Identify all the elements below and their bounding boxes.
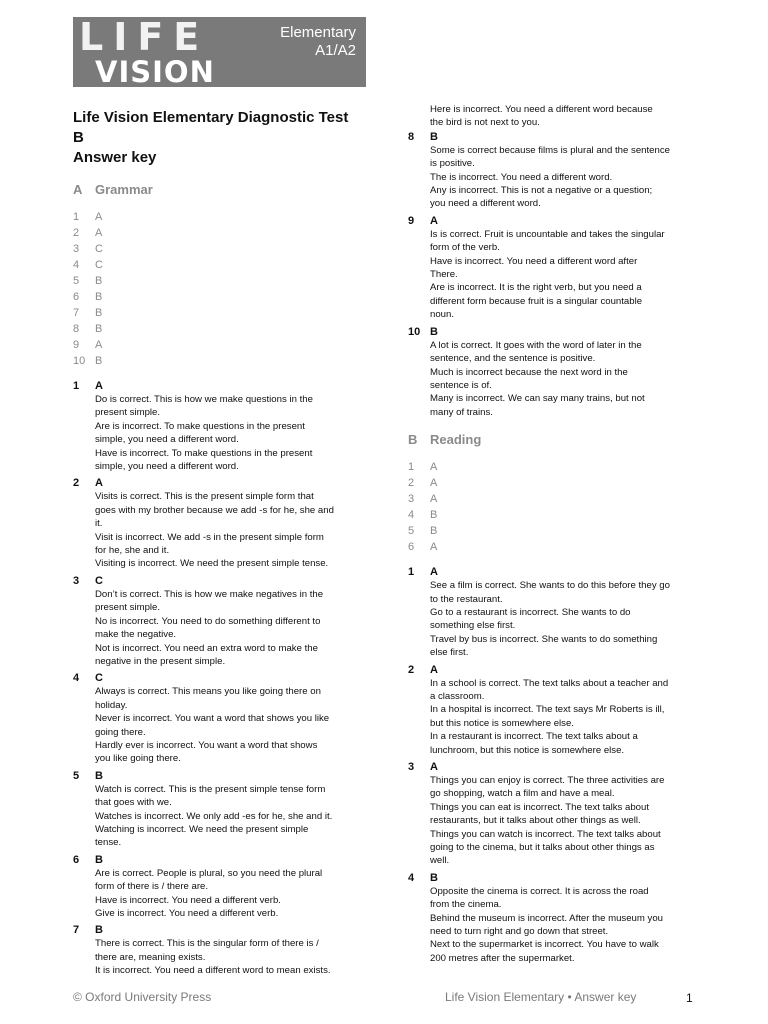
answer-letter: A bbox=[95, 339, 103, 351]
document-title bbox=[73, 108, 373, 168]
question-number: 2 bbox=[73, 227, 80, 239]
answer-letter: A bbox=[430, 493, 438, 506]
explanation-line: Any is incorrect. This is not a negative or a question; bbox=[430, 185, 653, 197]
explanation-heading bbox=[408, 214, 708, 228]
explanation-line: Things you can eat is incorrect. The text talks about bbox=[430, 801, 649, 813]
question-number: 6 bbox=[408, 541, 415, 554]
left-column bbox=[73, 108, 373, 981]
question-number: 5 bbox=[73, 275, 80, 287]
question-number: 1 bbox=[73, 380, 80, 392]
level-line1: Elementary bbox=[280, 24, 356, 41]
question-number: 3 bbox=[408, 761, 415, 773]
explanation-heading bbox=[73, 574, 373, 588]
key-row bbox=[408, 507, 708, 523]
explanation-line: you need a different word. bbox=[430, 198, 541, 210]
explanation-heading bbox=[408, 565, 708, 579]
explanation-line: a classroom. bbox=[430, 690, 485, 702]
explanation-line: well. bbox=[430, 855, 450, 867]
explanation-heading bbox=[408, 663, 708, 677]
title-line2: B bbox=[73, 129, 84, 146]
explanation-line: tense. bbox=[95, 837, 122, 849]
answer-letter: B bbox=[430, 525, 438, 538]
answer-letter: C bbox=[95, 243, 103, 255]
explanation-line: make the negative. bbox=[95, 629, 177, 641]
explanation-heading bbox=[408, 760, 708, 774]
explanation-line: Go to a restaurant is incorrect. She wants to do bbox=[430, 606, 631, 618]
section-name: Grammar bbox=[95, 182, 153, 197]
answer-letter: A bbox=[430, 566, 438, 579]
explanation-line: many of trains. bbox=[430, 406, 493, 418]
explanation-text bbox=[430, 579, 708, 659]
explanation-line: holiday. bbox=[95, 699, 128, 711]
question-number: 1 bbox=[408, 566, 415, 579]
key-row bbox=[408, 491, 708, 507]
question-number: 4 bbox=[408, 871, 415, 884]
explanation-text bbox=[430, 144, 708, 211]
explanation-heading bbox=[73, 476, 373, 490]
explanation-line: Have is incorrect. To make questions in the present bbox=[95, 447, 313, 459]
question-number: 5 bbox=[408, 525, 415, 538]
question-number: 10 bbox=[73, 355, 86, 367]
explanation-item bbox=[408, 760, 708, 868]
explanation-line: different form because fruit is a singular countable bbox=[430, 295, 643, 307]
explanation-line: negative in the present simple. bbox=[95, 655, 226, 667]
explanation-line: Watching is incorrect. We need the present simple bbox=[95, 823, 309, 835]
explanation-item bbox=[73, 853, 373, 921]
explanation-line: Do is correct. This is how we make questions in the bbox=[95, 394, 313, 405]
question-number: 2 bbox=[408, 477, 415, 490]
question-number: 9 bbox=[73, 339, 80, 351]
explanation-line: Hardly ever is incorrect. You want a word that shows bbox=[95, 739, 318, 751]
explanation-line: go shopping, watch a film and have a meal. bbox=[430, 788, 615, 800]
explanation-line: Never is incorrect. You want a word that shows you like bbox=[95, 713, 330, 725]
explanation-line: There. bbox=[430, 269, 458, 281]
explanation-line: from the cinema. bbox=[430, 899, 502, 911]
explanation-line: something else first. bbox=[430, 620, 516, 632]
explanation-item bbox=[408, 871, 708, 965]
question-number: 4 bbox=[73, 672, 80, 685]
explanation-line: 200 metres after the supermarket. bbox=[430, 952, 575, 964]
section-letter: A bbox=[73, 182, 83, 197]
key-row bbox=[73, 321, 373, 337]
explanation-line: that goes with we. bbox=[95, 797, 172, 809]
explanation-line: going to the cinema, but it talks about other things as bbox=[430, 842, 655, 854]
question-number: 6 bbox=[73, 853, 80, 866]
explanation-item bbox=[73, 923, 373, 977]
key-row bbox=[73, 225, 373, 241]
question-number: 3 bbox=[73, 243, 80, 255]
explanation-line: present simple. bbox=[95, 602, 161, 614]
title-line1: Life Vision Elementary Diagnostic Test bbox=[73, 109, 349, 126]
explanation-heading bbox=[408, 871, 708, 885]
key-row bbox=[73, 241, 373, 257]
explanation-text bbox=[95, 937, 373, 977]
explanation-item bbox=[73, 574, 373, 668]
answer-letter: C bbox=[95, 672, 103, 685]
level-label bbox=[280, 24, 356, 60]
grammar-answer-key bbox=[73, 209, 373, 369]
logo-banner bbox=[73, 17, 366, 87]
question-number: 8 bbox=[408, 130, 415, 143]
explanation-text bbox=[430, 339, 708, 419]
explanation-line: you like going there. bbox=[95, 753, 181, 765]
explanation-line: Behind the museum is incorrect. After the museum you bbox=[430, 912, 664, 924]
explanation-item bbox=[73, 379, 373, 473]
explanation-line: In a restaurant is incorrect. The text talks about a bbox=[430, 731, 638, 743]
section-heading-reading bbox=[408, 432, 708, 447]
question-number: 2 bbox=[408, 663, 415, 676]
question-number: 3 bbox=[73, 574, 80, 587]
explanation-line: for he, she and it. bbox=[95, 545, 170, 557]
footer-publisher: © Oxford University Press bbox=[73, 990, 212, 1004]
answer-letter: B bbox=[95, 769, 103, 782]
explanation-item bbox=[408, 663, 708, 757]
explanation-line: Travel by bus is incorrect. She wants to do something bbox=[430, 633, 658, 645]
answer-letter: B bbox=[430, 130, 438, 143]
explanation-line: lunchroom, but this notice is somewhere else. bbox=[430, 744, 625, 756]
explanation-line: sentence is of. bbox=[430, 379, 492, 391]
explanation-line: Watches is incorrect. We only add -es for he, she and it. bbox=[95, 810, 333, 822]
explanation-item bbox=[408, 214, 708, 322]
explanation-text bbox=[95, 685, 373, 765]
explanation-text bbox=[95, 588, 373, 668]
answer-letter: A bbox=[430, 761, 438, 773]
explanation-line: Are is incorrect. It is the right verb, but you need a bbox=[430, 282, 642, 294]
answer-letter: C bbox=[95, 574, 103, 587]
explanation-line: See a film is correct. She wants to do this before they go bbox=[430, 580, 670, 592]
explanation-line: it. bbox=[95, 518, 103, 530]
explanation-line: Always is correct. This means you like going there on bbox=[95, 686, 321, 698]
answer-letter: B bbox=[430, 325, 438, 338]
explanation-item bbox=[408, 325, 708, 419]
key-row bbox=[73, 273, 373, 289]
explanation-line: There is correct. This is the singular form of there is / bbox=[95, 938, 319, 950]
answer-letter: A bbox=[430, 541, 438, 554]
answer-letter: B bbox=[95, 924, 103, 937]
explanation-line: Don’t is correct. This is how we make negatives in the bbox=[95, 588, 324, 600]
explanation-line: A lot is correct. It goes with the word of later in the bbox=[430, 339, 642, 351]
question-number: 5 bbox=[73, 769, 80, 782]
answer-letter: B bbox=[95, 853, 103, 866]
explanation-line: In a school is correct. The text talks about a teacher and bbox=[430, 677, 669, 689]
logo-life: LIFE bbox=[79, 15, 210, 59]
explanation-item bbox=[408, 565, 708, 659]
answer-letter: B bbox=[95, 355, 103, 367]
question-number: 9 bbox=[408, 214, 415, 227]
explanation-line: Some is correct because films is plural and the sentence bbox=[430, 144, 670, 156]
explanation-line: the bird is not next to you. bbox=[430, 117, 540, 129]
key-row bbox=[408, 523, 708, 539]
key-row bbox=[73, 305, 373, 321]
key-row bbox=[73, 353, 373, 369]
explanation-text bbox=[430, 885, 708, 965]
explanation-line: there are, meaning exists. bbox=[95, 951, 206, 963]
explanation-line: but this notice is somewhere else. bbox=[430, 717, 574, 729]
explanation-item bbox=[73, 769, 373, 850]
explanation-line: sentence, and the sentence is positive. bbox=[430, 353, 596, 365]
reading-answer-key bbox=[408, 459, 708, 555]
explanation-item bbox=[73, 476, 373, 570]
reading-explanations bbox=[408, 565, 708, 965]
question-number: 4 bbox=[73, 259, 80, 271]
explanation-line: going there. bbox=[95, 726, 146, 738]
explanation-text bbox=[95, 393, 373, 473]
explanation-heading bbox=[408, 325, 708, 339]
explanation-text bbox=[430, 774, 708, 868]
level-line2: A1/A2 bbox=[315, 42, 356, 59]
question-number: 7 bbox=[73, 924, 80, 937]
question-number: 2 bbox=[73, 477, 80, 490]
explanation-line: Watch is correct. This is the present simple tense form bbox=[95, 783, 326, 795]
explanation-heading bbox=[73, 853, 373, 867]
explanation-line: No is incorrect. You need to do something different to bbox=[95, 615, 321, 627]
answer-letter: C bbox=[95, 259, 103, 271]
explanation-item bbox=[73, 671, 373, 765]
explanation-line: to the restaurant. bbox=[430, 593, 503, 605]
key-row bbox=[73, 209, 373, 225]
explanation-line: Have is incorrect. You need a different verb. bbox=[95, 894, 281, 906]
answer-letter: A bbox=[430, 461, 438, 474]
key-row bbox=[408, 539, 708, 555]
question-number: 1 bbox=[408, 461, 415, 474]
question-number: 6 bbox=[73, 291, 80, 303]
answer-letter: A bbox=[95, 211, 103, 223]
explanation-line: Visit is incorrect. We add -s in the present simple form bbox=[95, 531, 324, 543]
explanation-line: Many is incorrect. We can say many trains, but not bbox=[430, 393, 645, 405]
explanation-line: need to turn right and go down that street. bbox=[430, 926, 609, 938]
explanation-line: Visits is correct. This is the present simple form that bbox=[95, 491, 314, 503]
explanation-line: Give is incorrect. You need a different verb. bbox=[95, 908, 279, 919]
footer-document-name: Life Vision Elementary • Answer key bbox=[445, 990, 637, 1004]
explanation-line: simple, you need a different word. bbox=[95, 461, 239, 473]
answer-letter: B bbox=[430, 871, 438, 884]
explanation-heading bbox=[73, 769, 373, 783]
answer-letter: A bbox=[95, 227, 103, 239]
explanation-line: Not is incorrect. You need an extra word to make the bbox=[95, 642, 318, 654]
explanation-line: Have is incorrect. You need a different word after bbox=[430, 255, 638, 267]
explanation-line: Is is correct. Fruit is uncountable and takes the singular bbox=[430, 228, 665, 240]
explanation-line: It is incorrect. You need a different word to mean exists. bbox=[95, 965, 331, 977]
question-number: 10 bbox=[408, 325, 421, 338]
section-name: Reading bbox=[430, 432, 482, 448]
answer-letter: B bbox=[95, 323, 103, 335]
explanation-item bbox=[408, 130, 708, 211]
explanation-line: Visiting is incorrect. We need the present simple tense. bbox=[95, 558, 329, 570]
explanation-line: Things you can watch is incorrect. The text talks about bbox=[430, 828, 661, 840]
grammar-continuation bbox=[430, 103, 708, 130]
answer-letter: B bbox=[430, 509, 438, 522]
explanation-line: is positive. bbox=[430, 158, 475, 170]
question-number: 1 bbox=[73, 211, 80, 223]
question-number: 4 bbox=[408, 509, 415, 522]
explanation-heading bbox=[73, 671, 373, 685]
grammar-explanations-continued bbox=[408, 130, 708, 419]
answer-letter: A bbox=[430, 663, 438, 676]
key-row bbox=[73, 257, 373, 273]
key-row bbox=[73, 337, 373, 353]
explanation-heading bbox=[73, 379, 373, 393]
question-number: 3 bbox=[408, 493, 415, 506]
explanation-text bbox=[430, 228, 708, 322]
key-row bbox=[408, 475, 708, 491]
section-letter: B bbox=[408, 432, 418, 448]
key-row bbox=[73, 289, 373, 305]
explanation-line: else first. bbox=[430, 647, 469, 659]
explanation-heading bbox=[408, 130, 708, 144]
explanation-line: present simple. bbox=[95, 407, 161, 419]
explanation-line: Things you can enjoy is correct. The three activities are bbox=[430, 775, 665, 786]
explanation-text bbox=[430, 677, 708, 757]
explanation-line: Much is incorrect because the next word in the bbox=[430, 366, 628, 378]
explanation-line: simple, you need a different word. bbox=[95, 434, 239, 446]
grammar-explanations bbox=[73, 379, 373, 978]
explanation-text bbox=[95, 490, 373, 570]
explanation-line: noun. bbox=[430, 309, 455, 321]
answer-letter: B bbox=[95, 291, 103, 303]
explanation-line: Here is incorrect. You need a different word because bbox=[430, 104, 653, 115]
answer-letter: B bbox=[95, 275, 103, 287]
right-column bbox=[408, 103, 708, 968]
explanation-line: form of there is / there are. bbox=[95, 881, 209, 893]
explanation-text bbox=[95, 867, 373, 921]
title-line3: Answer key bbox=[73, 149, 157, 166]
explanation-line: restaurants, but it talks about other things as well. bbox=[430, 815, 641, 827]
explanation-line: Opposite the cinema is correct. It is across the road bbox=[430, 885, 649, 897]
explanation-text bbox=[95, 783, 373, 850]
question-number: 8 bbox=[73, 323, 80, 335]
answer-letter: B bbox=[95, 307, 103, 319]
explanation-line: The is incorrect. You need a different word. bbox=[430, 171, 613, 183]
key-row bbox=[408, 459, 708, 475]
explanation-heading bbox=[73, 923, 373, 937]
answer-letter: A bbox=[430, 214, 438, 227]
answer-letter: A bbox=[95, 477, 103, 490]
page-number: 1 bbox=[686, 991, 693, 1005]
explanation-line: Are is incorrect. To make questions in the present bbox=[95, 420, 305, 432]
explanation-line: Next to the supermarket is incorrect. You have to walk bbox=[430, 939, 659, 951]
explanation-line: form of the verb. bbox=[430, 242, 500, 254]
logo-vision: VISION bbox=[95, 55, 215, 89]
explanation-line: Are is correct. People is plural, so you need the plural bbox=[95, 867, 323, 879]
explanation-line: goes with my brother because we add -s for he, she and bbox=[95, 504, 334, 516]
explanation-line: In a hospital is incorrect. The text says Mr Roberts is ill, bbox=[430, 704, 665, 716]
question-number: 7 bbox=[73, 307, 80, 319]
answer-letter: A bbox=[95, 380, 103, 392]
section-heading-grammar bbox=[73, 182, 373, 197]
answer-letter: A bbox=[430, 477, 438, 490]
